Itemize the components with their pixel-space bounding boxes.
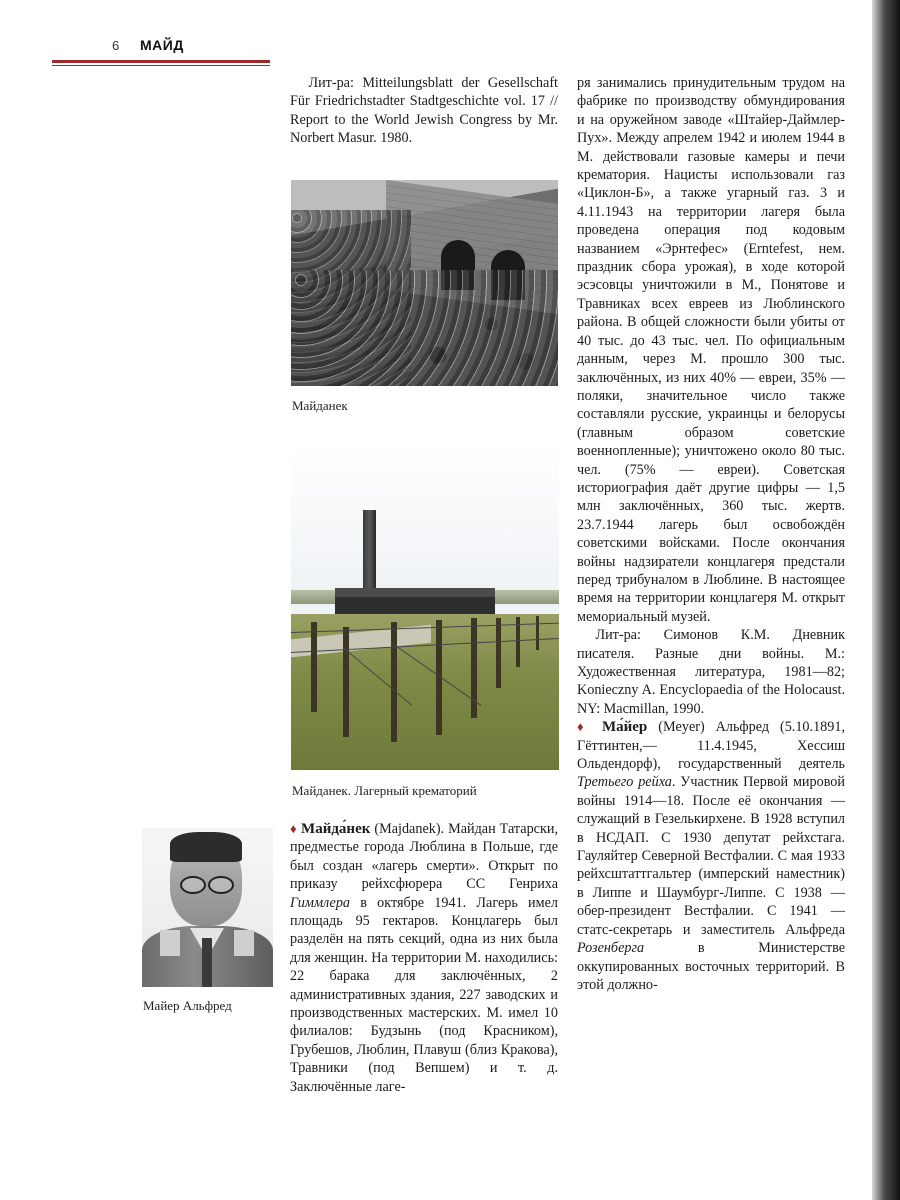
maidanek-italic-himmler: Гиммлера <box>290 894 351 911</box>
photo-crematorium <box>291 442 559 770</box>
fence-post <box>311 622 317 712</box>
meyer-headword: Ма́йер <box>601 719 648 736</box>
page-number: 6 <box>112 38 120 53</box>
portrait-lapel <box>160 930 180 956</box>
caption-crematorium: Майданек. Лагерный крематорий <box>292 783 477 798</box>
meyer-italic-rosenberg: Розенберга <box>577 940 645 957</box>
entry-marker-icon: ♦ <box>290 821 298 836</box>
photo-maidanek-crowd <box>291 180 558 386</box>
maidanek-paragraph <box>290 820 558 1096</box>
literature-text: Лит-ра: Mitteilungsblatt der Gesellschaft Für Friedrichstadter Stadtgeschichte vol. 17 // Report to the World Jewish Congress by Mr. Norbert Masur. 1980. <box>290 75 558 147</box>
literature-note <box>290 74 558 148</box>
portrait-lapel <box>234 930 254 956</box>
page-header <box>52 30 270 70</box>
entry-marker-icon: ♦ <box>577 719 592 735</box>
maidanek-text-2: в октябре 1941. Лагерь имел площадь 95 гектаров. Концлагерь был разделён на пять секций, одна из них была для женщин. На территории М. находились: 22 барака для заключённых, 2 административных здания, 227 заводских и производственных мастерских. М. имел 10 филиалов: Будзынь (под Красником), Грубешов, Люблин, Плавуш (близ Кракова), Травники (под Вепшем) и т. д. Заключённые лаге- <box>290 894 558 1095</box>
meyer-paragraph <box>577 718 845 994</box>
caption-maidanek: Майданек <box>292 398 348 413</box>
header-rule-thick <box>52 60 270 63</box>
meyer-italic-third-reich: Третьего рейха <box>577 774 672 791</box>
photo-sky <box>291 442 559 602</box>
portrait-glasses <box>180 876 206 894</box>
meyer-text-1: (Meyer) Альфред (5.10.1891, Гёттинтен,— 11.4.1945, Хессиш Ольдендорф), государственный деятель <box>577 719 845 773</box>
article-maidanek <box>290 820 558 1096</box>
fence-post <box>496 618 501 688</box>
maidanek-headword: Майда́нек <box>301 821 371 837</box>
running-head: МАЙД <box>140 37 184 53</box>
portrait-glasses <box>208 876 234 894</box>
portrait-hair <box>170 832 242 862</box>
fence-post <box>343 627 349 737</box>
meyer-text-2: . Участник Первой мировой войны 1914—18. После её окончания — служащий в Гезелькирхене. В 1928 вступил в НСДАП. С 1930 депутат рейхстага. Гауляйтер Северной Вестфалии. С мая 1933 рейхсштаттгальтер (имперский наместник) в Липпе и Шаумбург-Липпе. С 1938 — обер-президент Вестфалии. С 1941 — статс-секретарь и заместитель Альфреда <box>577 774 845 938</box>
portrait-tie <box>202 938 212 987</box>
maidanek-text: (Majdanek). Майдан Татарски, предместье города Люблина в Польше, где был создан «лагерь смерти». Открыт по приказу рейхсфюрера СС Генриха <box>290 821 558 893</box>
fence-post <box>391 622 397 742</box>
maidanek-continuation: ря занимались принудительным трудом на фабрике по производству обмундирования и на оружейном заводе «Штайер-Даймлер-Пух». Между апрелем 1942 и июлем 1944 в М. действовали газовые камеры и печи крематория. Нацисты использовали газ «Циклон-Б», а также угарный газ. 3 и 4.11.1943 на территории лагеря была проведена операция под кодовым названием «Эрнтефес» (Erntefest, нем. праздник сбора урожая), в ходе которой эсэсовцы уничтожили в М., Понятове и Травниках всех евреев из Люблинского района. В общей сложности были убиты от 40 тыс. до 43 тыс. чел. По официальным данным, через М. прошло 300 тыс. заключённых, из них 40% — евреи, 35% — поляки, значительное число также составляли русские, украинцы и белорусы (главным образом советские военнопленные); уничтожено около 80 тыс. чел. (75% — евреи). Советская историография даёт другие цифры — 1,5 млн заключённых, 360 тыс. жертв. 23.7.1944 лагерь был освобождён советскими войсками. После окончания войны надзиратели концлагеря предстали перед трибуналом в Люблине. В настоящее время на территории концлагеря М. открыт мемориальный музей. <box>577 75 845 625</box>
caption-portrait: Майер Альфред <box>143 998 232 1013</box>
photo-crowd-heads <box>291 270 558 386</box>
page-edge-shadow <box>872 0 900 1200</box>
maidanek-literature: Лит-ра: Симонов К.М. Дневник писателя. Разные дни войны. М.: Художественная литература, 1981—82; Konieczny A. Encyclopaedia of the Holocaust. NY: Macmillan, 1990. <box>577 627 845 717</box>
photo-portrait-meyer <box>142 828 273 987</box>
fence-post <box>536 616 539 650</box>
meyer-text-3: в Министерстве оккупированных восточных территорий. В этой должно- <box>577 940 845 993</box>
right-column <box>577 74 845 994</box>
header-rule-thin <box>52 65 270 66</box>
